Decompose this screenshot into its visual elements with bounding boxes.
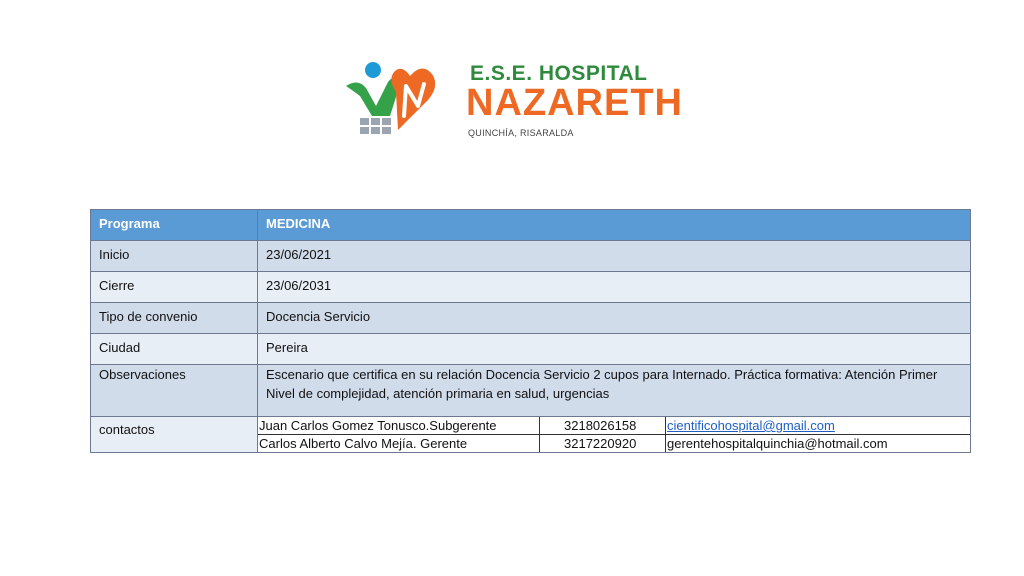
row-label: Ciudad (91, 334, 258, 365)
contact-email: gerentehospitalquinchia@hotmail.com (666, 435, 971, 453)
contacts-cell (258, 417, 971, 453)
hospital-logo (330, 56, 720, 142)
contact-row (258, 435, 970, 453)
row-label: Observaciones (91, 365, 258, 417)
contact-name: Juan Carlos Gomez Tonusco.Subgerente (258, 417, 540, 435)
row-value: Docencia Servicio (258, 303, 971, 334)
table-row-contactos (91, 417, 971, 453)
row-label: Tipo de convenio (91, 303, 258, 334)
contact-name: Carlos Alberto Calvo Mejía. Gerente (258, 435, 540, 453)
row-value: 23/06/2031 (258, 272, 971, 303)
table-row-cierre (91, 272, 971, 303)
table-row-observaciones (91, 365, 971, 417)
row-label: Cierre (91, 272, 258, 303)
contact-phone: 3218026158 (540, 417, 666, 435)
table-row-ciudad (91, 334, 971, 365)
row-label: Inicio (91, 241, 258, 272)
header-value: MEDICINA (258, 210, 971, 241)
table-row-tipo-convenio (91, 303, 971, 334)
row-value: Escenario que certifica en su relación Docencia Servicio 2 cupos para Internado. Práctica formativa: Atención Primer Nivel de complejidad, atención primaria en salud, urgencias (258, 365, 971, 417)
logo-text-ese: E.S.E. HOSPITAL (470, 62, 648, 85)
contact-email-link[interactable]: cientificohospital@gmail.com (666, 417, 971, 435)
contact-phone: 3217220920 (540, 435, 666, 453)
logo-text-city: QUINCHÍA, RISARALDA (468, 128, 574, 138)
row-label: contactos (91, 417, 258, 453)
table-header-row (91, 210, 971, 241)
table-row-inicio (91, 241, 971, 272)
row-value: 23/06/2021 (258, 241, 971, 272)
header-label: Programa (91, 210, 258, 241)
contacts-table (258, 417, 970, 452)
logo-text-nazareth: NAZARETH (466, 82, 683, 124)
agreement-table (90, 209, 971, 453)
hospital-logo-icon (336, 56, 446, 142)
row-value: Pereira (258, 334, 971, 365)
contact-row (258, 417, 970, 435)
